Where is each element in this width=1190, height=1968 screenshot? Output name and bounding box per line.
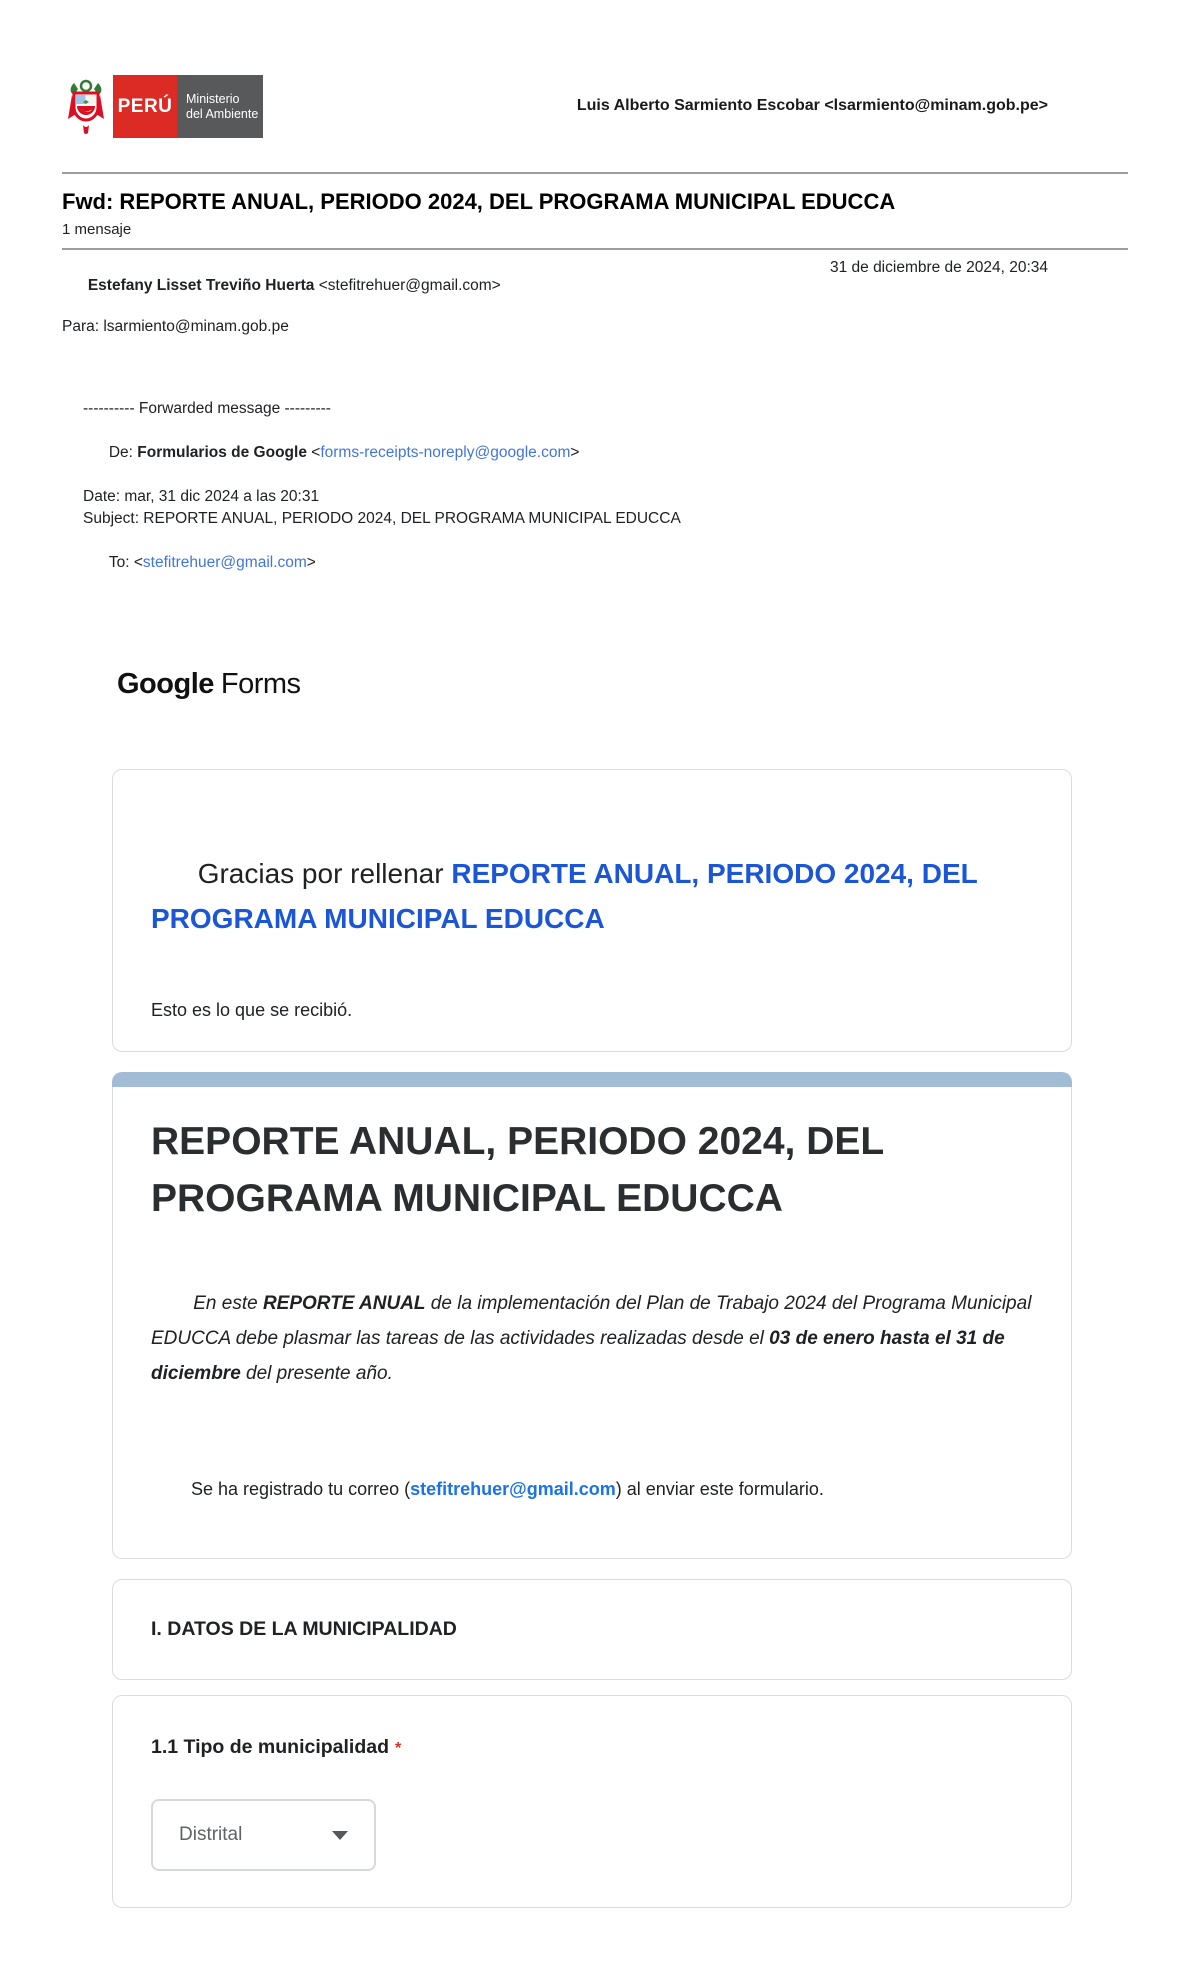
municipality-type-dropdown[interactable] [151, 1799, 376, 1871]
desc-part: del presente año. [240, 1363, 393, 1384]
form-response-card [112, 1072, 1072, 1559]
sender-row [62, 259, 1128, 313]
desc-part: de la implementación del Plan de Trabajo 2024 del Programa Municipal EDUCCA debe plasmar las tareas de las actividades realizadas desde el [151, 1293, 1037, 1349]
forwarded-date-line: Date: mar, 31 dic 2024 a las 20:31 [83, 488, 320, 505]
header [62, 75, 1128, 138]
message-count: 1 mensaje [62, 221, 132, 238]
google-forms-logo [117, 668, 1128, 701]
required-asterisk: * [395, 1740, 402, 1757]
note-part: ) al enviar este formulario. [615, 1479, 824, 1499]
to-email-link[interactable]: stefitrehuer@gmail.com [142, 554, 307, 571]
ministry-name-box [177, 75, 263, 138]
desc-bold: 03 de enero hasta el 31 de diciembre [151, 1328, 1010, 1384]
received-note: Esto es lo que se recibió. [151, 1000, 353, 1020]
note-part: Se ha registrado tu correo ( [191, 1479, 411, 1499]
to-label: To: < [108, 554, 143, 571]
from-open-bracket: < [306, 444, 321, 461]
section-card [112, 1579, 1072, 1680]
registered-email-note [151, 1450, 1033, 1528]
forwarded-subject-line: Subject: REPORTE ANUAL, PERIODO 2024, DEL PROGRAMA MUNICIPAL EDUCCA [83, 510, 681, 527]
thanks-card [112, 769, 1072, 1052]
thanks-message [151, 806, 1033, 986]
from-email-link[interactable]: forms-receipts-noreply@google.com [320, 444, 571, 461]
ministry-line2: del Ambiente [186, 106, 259, 121]
question-label-row [151, 1736, 1033, 1759]
minam-logo [62, 75, 263, 138]
question-card [112, 1695, 1072, 1908]
sender-email: <stefitrehuer@gmail.com> [314, 277, 501, 294]
recipient-line: Para: lsarmiento@minam.gob.pe [62, 318, 289, 335]
card-top-accent-bar [112, 1072, 1072, 1087]
forwarded-message-block [83, 398, 1128, 596]
form-title-link[interactable]: REPORTE ANUAL, PERIODO 2024, DEL PROGRAMA MUNICIPAL EDUCCA [151, 858, 986, 934]
question-label: 1.1 Tipo de municipalidad [151, 1736, 390, 1758]
from-close-bracket: > [570, 444, 580, 461]
peru-logo-red-box [113, 75, 177, 138]
to-close-bracket: > [306, 554, 316, 571]
from-label: De: [108, 444, 138, 461]
form-description [151, 1251, 1037, 1426]
form-card-body [112, 1087, 1072, 1559]
divider [62, 172, 1128, 174]
sender-name: Estefany Lisset Treviño Huerta [87, 277, 315, 294]
registered-email-link[interactable]: stefitrehuer@gmail.com [410, 1479, 616, 1499]
dropdown-selected-value: Distrital [179, 1824, 243, 1845]
form-title: REPORTE ANUAL, PERIODO 2024, DEL PROGRAMA MUNICIPAL EDUCCA [151, 1120, 884, 1220]
desc-part: En este [193, 1293, 263, 1314]
ministry-line1: Ministerio [186, 91, 240, 106]
peru-coat-of-arms-icon [62, 75, 110, 138]
forwarded-from-line [83, 420, 1128, 486]
forms-wordmark: Forms [220, 668, 301, 700]
forwarded-to-line [83, 530, 1128, 596]
google-wordmark: Google [117, 668, 214, 700]
peru-logo-text: PERÚ [117, 95, 173, 117]
dropdown-arrow-icon [332, 1831, 348, 1840]
from-name: Formularios de Google [137, 444, 307, 461]
divider [62, 248, 1128, 250]
account-owner-email: Luis Alberto Sarmiento Escobar <lsarmiento@minam.gob.pe> [576, 97, 1048, 114]
desc-bold: REPORTE ANUAL [262, 1293, 426, 1314]
email-subject-title: Fwd: REPORTE ANUAL, PERIODO 2024, DEL PROGRAMA MUNICIPAL EDUCCA [62, 189, 896, 214]
email-date: 31 de diciembre de 2024, 20:34 [829, 259, 1048, 276]
section-title: I. DATOS DE LA MUNICIPALIDAD [151, 1618, 457, 1640]
thanks-intro: Gracias por rellenar [197, 858, 452, 889]
forwarded-marker: ---------- Forwarded message --------- [83, 400, 331, 417]
sender-info [62, 259, 501, 313]
